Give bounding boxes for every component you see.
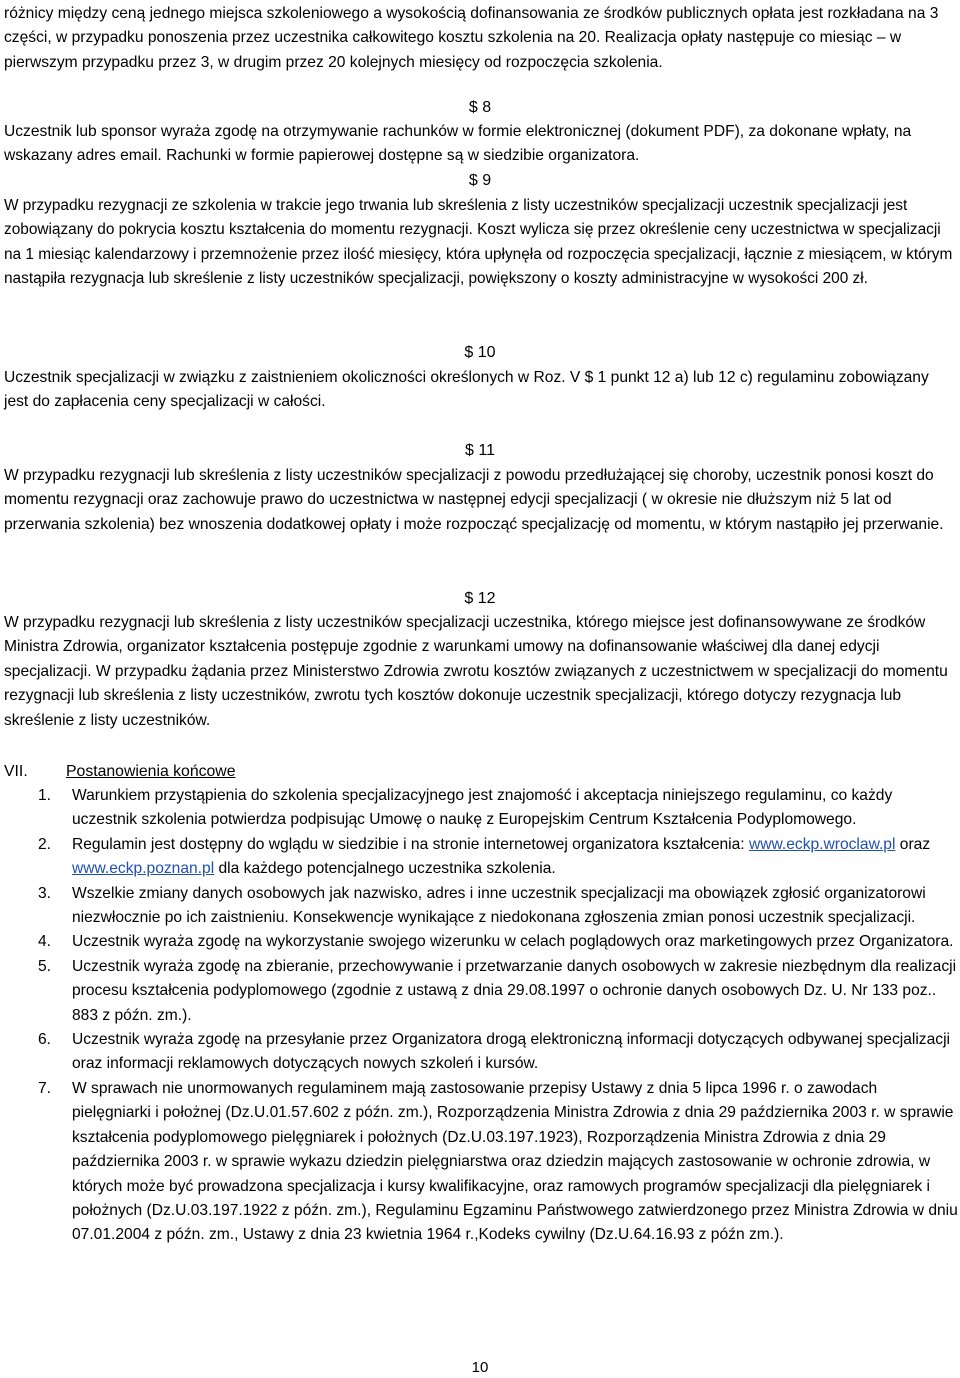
list-item-text: Uczestnik wyraża zgodę na zbieranie, przechowywanie i przetwarzanie danych osobowych w zakresie niezbędnym dla realizacji procesu kształcenia podyplomowego (zgodnie z ustawą z dnia 29.08.1997 o ochronie danych osobowych Dz. U. Nr 133 poz.. 883 z późn. zm.). — [72, 957, 957, 1024]
page-number: 10 — [471, 1359, 489, 1376]
list-item-text: Wszelkie zmiany danych osobowych jak nazwisko, adres i inne uczestnik specjalizacji ma obowiązek zgłosić organizatorowi niezwłocznie po ich zaistnieniu. Konsekwencje wynikające z niedokonana zgłoszenia zmian ponosi uczestnik specjalizacji. — [72, 884, 926, 927]
chapter-number: VII. — [4, 763, 28, 780]
list-item-number: 2. — [38, 835, 52, 853]
list-item — [0, 930, 960, 954]
list-item-number: 7. — [38, 1079, 52, 1097]
intro-paragraph: różnicy między ceną jednego miejsca szkoleniowego a wysokością dofinansowania ze środków publicznych opłata jest rozkładana na 3 części, w przypadku ponoszenia przez uczestnika całkowitego kosztu szkolenia na 20. Realizacja opłaty następuje co miesiąc – w pierwszym przypadku przez 3, w drugim przez 20 kolejnych miesięcy od rozpoczęcia szkolenia. — [4, 5, 939, 71]
poznan-website-link[interactable]: www.eckp.poznan.pl — [72, 860, 215, 878]
list-item-text: Uczestnik wyraża zgodę na przesyłanie przez Organizatora drogą elektroniczną informacji dotyczących odbywanej specjalizacji oraz informacji reklamowych dotyczących nowych szkoleń i kursów. — [72, 1031, 951, 1073]
list-item — [0, 784, 960, 833]
chapter-title: Postanowienia końcowe — [66, 763, 236, 780]
list-item — [0, 1077, 960, 1248]
list-item-number: 6. — [38, 1031, 52, 1049]
section-body-10: Uczestnik specjalizacji w związku z zaistnieniem okoliczności określonych w Roz. V $ 1 punkt 12 a) lub 12 c) regulaminu zobowiązany jest do zapłacenia ceny specjalizacji w całości. — [4, 369, 929, 411]
list-item-text: Warunkiem przystąpienia do szkolenia specjalizacyjnego jest znajomość i akceptacja niniejszego regulaminu, co każdy uczestnik szkolenia potwierdza podpisując Umowę o naukę z Europejskim Centrum Kształcenia Podyplomowego. — [72, 787, 893, 829]
section-heading-12: $ 12 — [464, 590, 496, 607]
final-provisions-list — [0, 784, 960, 1248]
list-item — [0, 1028, 960, 1077]
wroclaw-website-link[interactable]: www.eckp.wroclaw.pl — [748, 835, 896, 853]
list-item-number: 5. — [38, 957, 52, 975]
list-item-text: dla każdego potencjalnego uczestnika szkolenia. — [218, 860, 556, 878]
list-item — [0, 833, 960, 882]
section-heading-11: $ 11 — [465, 442, 495, 459]
list-item-number: 1. — [38, 787, 52, 804]
list-item-number: 3. — [38, 884, 52, 902]
section-heading-9: $ 9 — [468, 172, 492, 189]
list-item-text: W sprawach nie unormowanych regulaminem mają zastosowanie przepisy Ustawy z dnia 5 lipca 1996 r. o zawodach pielęgniarki i położnej (Dz.U.01.57.602 z późn. zm.), Rozporządzenia Ministra Zdrowia z dnia 29 października 2003 r. w sprawie kształcenia podyplomowego pielęgniarek i położnych (Dz.U.03.197.1923), Rozporządzenia Ministra Zdrowia z dnia 29 października 2003 r. w sprawie wykazu dziedzin pielęgniarstwa oraz dziedzin mających zastosowanie w ochronie zdrowia, w których może być prowadzona specjalizacja i kursy kwalifikacyjne, oraz ramowych programów specjalizacji dla pielęgniarek i położnych (Dz.U.03.197.1922 z późn. zm.), Regulaminu Egzaminu Państwowego zatwierdzonego przez Ministra Zdrowia w dniu 07.01.2004 z późn. zm., Ustawy z dnia 23 kwietnia 1964 r.,Kodeks cywilny (Dz.U.64.16.93 z późn zm.). — [72, 1079, 958, 1244]
list-item — [0, 882, 960, 931]
section-body-11: W przypadku rezygnacji lub skreślenia z listy uczestników specjalizacji z powodu przedłużającej się choroby, uczestnik ponosi koszt do momentu rezygnacji oraz zachowuje prawo do uczestnictwa w następnej edycji specjalizacji ( w okresie nie dłuższym niż 5 lat od przerwania szkolenia) bez wnoszenia dodatkowej opłaty i może rozpocząć specjalizację od momentu, w którym nastąpiło jej przerwanie. — [4, 467, 944, 533]
section-heading-8: $ 8 — [468, 99, 492, 116]
list-item-text: oraz — [899, 835, 931, 853]
chapter-heading — [4, 760, 236, 784]
list-item-number: 4. — [38, 933, 52, 951]
section-heading-10: $ 10 — [464, 344, 496, 361]
list-item-text: Uczestnik wyraża zgodę na wykorzystanie swojego wizerunku w celach poglądowych oraz marketingowych przez Organizatora. — [72, 933, 954, 951]
list-item-text: Regulamin jest dostępny do wglądu w siedzibie i na stronie internetowej organizatora kształcenia: — [72, 835, 745, 853]
list-item — [0, 955, 960, 1028]
section-body-12: W przypadku rezygnacji lub skreślenia z listy uczestników specjalizacji uczestnika, którego miejsce jest dofinansowywane ze środków Ministra Zdrowia, organizator kształcenia postępuje zgodnie z warunkami umowy na dofinansowanie właściwej dla danej edycji specjalizacji. W przypadku żądania przez Ministerstwo Zdrowia zwrotu kosztów związanych z uczestnictwem w specjalizacji do momentu rezygnacji lub skreślenia z listy uczestników, zwrotu tych kosztów dokonuje uczestnik specjalizacji, którego dotyczy rezygnacja lub skreślenie z listy uczestników. — [4, 614, 948, 729]
section-body-8: Uczestnik lub sponsor wyraża zgodę na otrzymywanie rachunków w formie elektronicznej (dokument PDF), za dokonane wpłaty, na wskazany adres email. Rachunki w formie papierowej dostępne są w siedzibie organizatora. — [4, 123, 912, 165]
section-body-9: W przypadku rezygnacji ze szkolenia w trakcie jego trwania lub skreślenia z listy uczestników specjalizacji uczestnik specjalizacji jest zobowiązany do pokrycia kosztu kształcenia do momentu rezygnacji. Koszt wylicza się przez określenie ceny uczestnictwa w specjalizacji na 1 miesiąc kalendarzowy i przemnożenie przez ilość miesięcy, która upłynęła od rozpoczęcia specjalizacji, łącznie z miesiącem, w którym nastąpiła rezygnacja lub skreślenie z listy uczestników specjalizacji, powiększony o koszty administracyjne w wysokości 200 zł. — [4, 197, 953, 288]
